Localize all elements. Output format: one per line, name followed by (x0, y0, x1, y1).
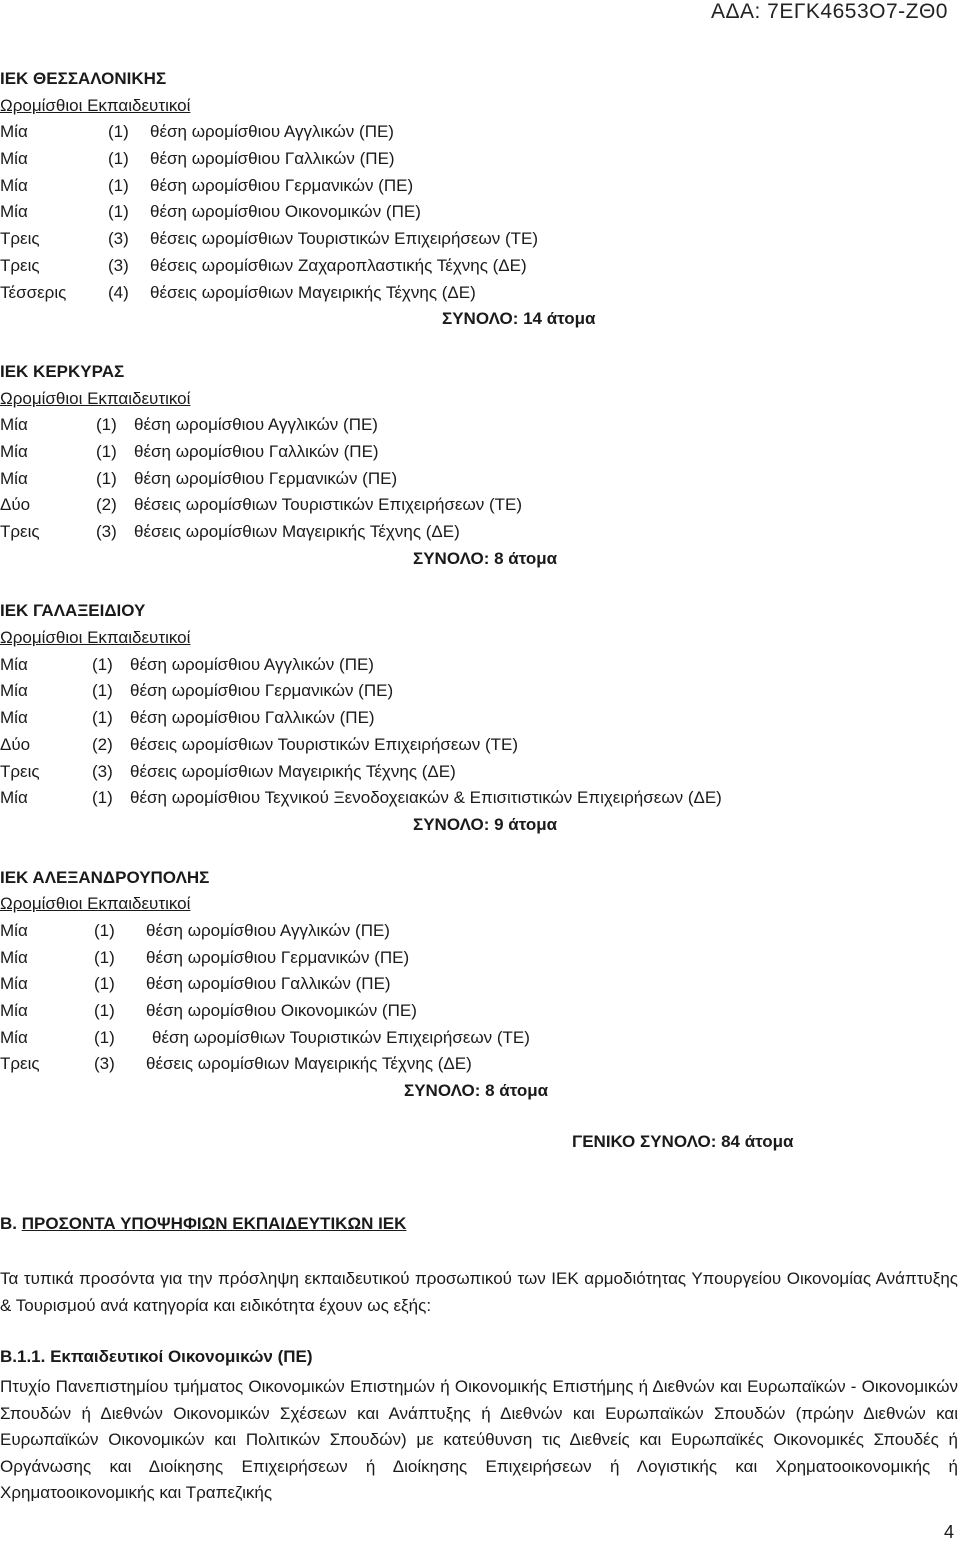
count-word: Μία (0, 788, 28, 808)
position-text: θέσεις ωρομίσθιων Μαγειρικής Τέχνης (ΔΕ) (150, 282, 476, 302)
grand-total: ΓΕΝΙΚΟ ΣΥΝΟΛΟ: 84 άτομα (572, 1132, 794, 1151)
count-word: Μία (0, 920, 28, 940)
position-text: θέση ωρομίσθιου Γερμανικών (ΠΕ) (146, 947, 410, 967)
count-word: Μία (0, 974, 28, 994)
count-word: Μία (0, 708, 28, 728)
count-number: (1) (96, 468, 117, 488)
position-text: θέση ωρομίσθιου Αγγλικών (ΠΕ) (146, 920, 390, 940)
section-subtitle: Ωρομίσθιοι Εκπαιδευτικοί (0, 95, 191, 115)
position-text: θέσεις ωρομίσθιων Τουριστικών Επιχειρήσεων (ΤΕ) (150, 229, 539, 249)
section-b-intro: Τα τυπικά προσόντα για την πρόσληψη εκπαιδευτικού προσωπικού των ΙΕΚ αρμοδιότητας Υπουργείου Οικονομίας Ανάπτυξης & Τουρισμού ανά κατηγορία και ειδικότητα έχουν ως εξής: (0, 1269, 958, 1315)
position-row (0, 492, 960, 519)
position-text: θέσεις ωρομίσθιων Τουριστικών Επιχειρήσεων (ΤΕ) (134, 495, 523, 515)
position-text: θέση ωρομίσθιου Γερμανικών (ΠΕ) (130, 681, 394, 701)
count-number: (4) (108, 282, 129, 302)
position-text: θέση ωρομίσθιου Γαλλικών (ΠΕ) (130, 708, 375, 728)
position-row (0, 705, 960, 732)
count-word: Μία (0, 468, 28, 488)
count-number: (1) (92, 681, 113, 701)
count-word: Δύο (0, 495, 31, 515)
position-row (0, 971, 960, 998)
count-number: (1) (108, 122, 129, 142)
count-number: (1) (94, 947, 115, 967)
count-word: Μία (0, 122, 28, 142)
position-text: θέσεις ωρομίσθιων Μαγειρικής Τέχνης (ΔΕ) (134, 522, 460, 541)
section-b-title: ΠΡΟΣΟΝΤΑ ΥΠΟΨΗΦΙΩΝ ΕΚΠΑΙΔΕΥΤΙΚΩΝ ΙΕΚ (21, 1214, 407, 1233)
count-number: (1) (94, 974, 115, 994)
position-row (0, 253, 960, 280)
count-word: Μία (0, 1001, 28, 1020)
count-number: (3) (92, 761, 113, 781)
count-number: (1) (96, 415, 117, 435)
position-row (0, 280, 960, 307)
section-title: ΙΕΚ ΚΕΡΚΥΡΑΣ (0, 361, 125, 381)
position-row (0, 998, 960, 1025)
count-word: Τέσσερις (0, 282, 67, 302)
position-row (0, 678, 960, 705)
count-number: (2) (96, 495, 117, 515)
section-total (0, 812, 960, 839)
position-text: θέση ωρομίσθιων Τουριστικών Επιχειρήσεων (ΤΕ) (152, 1027, 530, 1047)
position-text: θέση ωρομίσθιου Τεχνικού Ξενοδοχειακών & Επισιτιστικών Επιχειρήσεων (ΔΕ) (130, 788, 722, 808)
count-number: (1) (92, 654, 113, 674)
position-row (0, 519, 960, 546)
section-total (0, 546, 960, 573)
position-row (0, 173, 960, 200)
position-row (0, 652, 960, 679)
section-iek-alexandroupolis (0, 865, 960, 1105)
position-row (0, 439, 960, 466)
position-row (0, 119, 960, 146)
position-row (0, 146, 960, 173)
count-number: (1) (108, 202, 129, 222)
count-word: Τρεις (0, 255, 40, 275)
section-total-text: ΣΥΝΟΛΟ: 14 άτομα (442, 309, 596, 329)
position-text: θέση ωρομίσθιου Γερμανικών (ΠΕ) (150, 175, 414, 195)
count-word: Τρεις (0, 229, 40, 249)
position-text: θέσεις ωρομίσθιων Μαγειρικής Τέχνης (ΔΕ) (146, 1054, 472, 1074)
section-subtitle: Ωρομίσθιοι Εκπαιδευτικοί (0, 894, 191, 914)
position-row (0, 785, 960, 812)
count-number: (3) (96, 522, 117, 541)
section-title: ΙΕΚ ΓΑΛΑΞΕΙΔΙΟΥ (0, 601, 146, 621)
subsection-title: Β.1.1. Εκπαιδευτικοί Οικονομικών (ΠΕ) (0, 1347, 313, 1366)
count-number: (3) (94, 1054, 115, 1074)
position-text: θέσεις ωρομίσθιων Μαγειρικής Τέχνης (ΔΕ) (130, 761, 456, 781)
section-iek-kerkyras (0, 359, 960, 573)
count-word: Μία (0, 681, 28, 701)
count-number: (1) (108, 175, 129, 195)
position-text: θέση ωρομίσθιου Αγγλικών (ΠΕ) (134, 415, 378, 435)
count-number: (1) (92, 788, 113, 808)
count-word: Τρεις (0, 761, 40, 781)
section-total-text: ΣΥΝΟΛΟ: 9 άτομα (413, 814, 558, 834)
position-text: θέση ωρομίσθιου Αγγλικών (ΠΕ) (150, 122, 394, 142)
count-number: (1) (94, 1001, 115, 1020)
position-row (0, 918, 960, 945)
position-row (0, 412, 960, 439)
count-word: Μία (0, 441, 28, 461)
count-number: (1) (94, 920, 115, 940)
position-row (0, 945, 960, 972)
count-word: Τρεις (0, 522, 40, 541)
count-word: Μία (0, 175, 28, 195)
section-subtitle: Ωρομίσθιοι Εκπαιδευτικοί (0, 388, 191, 408)
section-subtitle: Ωρομίσθιοι Εκπαιδευτικοί (0, 628, 191, 648)
section-title: ΙΕΚ ΘΕΣΣΑΛΟΝΙΚΗΣ (0, 69, 167, 88)
count-number: (3) (108, 255, 129, 275)
count-number: (1) (92, 708, 113, 728)
count-number: (2) (92, 734, 113, 754)
position-text: θέση ωρομίσθιου Οικονομικών (ΠΕ) (150, 202, 421, 222)
section-total-text: ΣΥΝΟΛΟ: 8 άτομα (404, 1081, 549, 1101)
count-word: Μία (0, 415, 28, 435)
section-iek-galaxeidiou (0, 598, 960, 838)
count-number: (1) (108, 149, 129, 169)
section-b-prefix: Β. (0, 1214, 22, 1233)
section-iek-thessalonikis (0, 66, 960, 333)
ada-code: ΑΔΑ: 7ΕΓΚ4653Ο7-ΖΘ0 (710, 0, 948, 23)
position-row (0, 759, 960, 786)
position-text: θέσεις ωρομίσθιων Τουριστικών Επιχειρήσεων (ΤΕ) (130, 734, 519, 754)
section-b-heading (0, 1214, 406, 1234)
page-number: 4 (943, 1522, 954, 1542)
count-word: Μία (0, 1027, 28, 1047)
count-word: Μία (0, 202, 28, 222)
position-row (0, 199, 960, 226)
position-text: θέση ωρομίσθιου Γαλλικών (ΠΕ) (150, 149, 395, 169)
count-word: Τρεις (0, 1054, 40, 1074)
position-row (0, 1051, 960, 1078)
position-text: θέση ωρομίσθιου Αγγλικών (ΠΕ) (130, 654, 374, 674)
count-word: Μία (0, 947, 28, 967)
count-number: (1) (96, 441, 117, 461)
position-text: θέση ωρομίσθιου Οικονομικών (ΠΕ) (146, 1001, 417, 1020)
count-word: Μία (0, 149, 28, 169)
subsection-text: Πτυχίο Πανεπιστημίου τμήματος Οικονομικών Επιστημών ή Οικονομικής Επιστήμης ή Διεθνών και Ευρωπαϊκών - Οικονομικών Σπουδών ή Διεθνών Οικονομικών Σχέσεων και Ανάπτυξης ή Διεθνών και Ευρωπαϊκών Σπουδών (πρώην Διεθνών και Ευρωπαϊκών Οικονομικών και Πολιτικών Σπουδών) με κατεύθυνση τις Διεθνείς και Ευρωπαϊκές Οικονομικές Σπουδές ή Οργάνωσης και Διοίκησης Επιχειρήσεων ή Διοίκησης Επιχειρήσεων ή Λογιστικής και Χρηματοοικονομικής ή Χρηματοοικονομικής και Τραπεζικής (0, 1377, 958, 1502)
position-text: θέσεις ωρομίσθιων Ζαχαροπλαστικής Τέχνης (ΔΕ) (150, 255, 527, 275)
count-word: Δύο (0, 734, 31, 754)
count-number: (1) (94, 1027, 115, 1047)
position-row (0, 1025, 960, 1052)
position-text: θέση ωρομίσθιου Γερμανικών (ΠΕ) (134, 468, 398, 488)
sections-block (0, 66, 960, 1131)
section-title: ΙΕΚ ΑΛΕΞΑΝΔΡΟΥΠΟΛΗΣ (0, 867, 210, 887)
section-total (0, 1078, 960, 1105)
position-row (0, 466, 960, 493)
count-number: (3) (108, 229, 129, 249)
section-total-text: ΣΥΝΟΛΟ: 8 άτομα (413, 548, 558, 568)
position-row (0, 732, 960, 759)
position-text: θέση ωρομίσθιου Γαλλικών (ΠΕ) (146, 974, 391, 994)
count-word: Μία (0, 654, 28, 674)
section-total (0, 306, 960, 333)
position-row (0, 226, 960, 253)
position-text: θέση ωρομίσθιου Γαλλικών (ΠΕ) (134, 441, 379, 461)
